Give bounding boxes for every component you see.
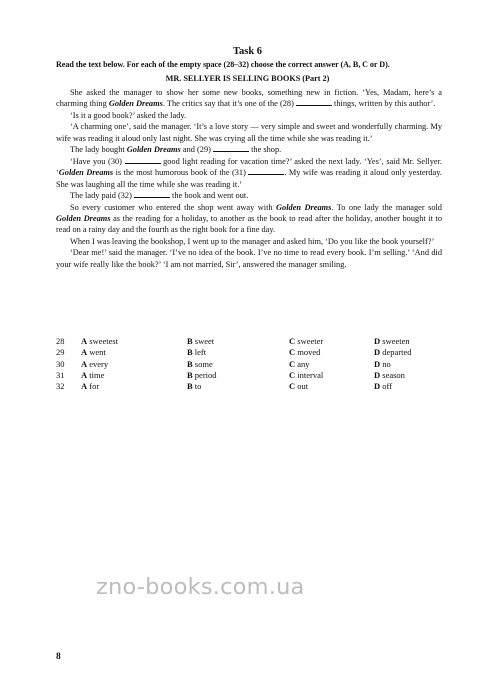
- page-number: 8: [56, 652, 61, 662]
- option-a: A time: [81, 369, 105, 380]
- question-number: 31: [56, 369, 65, 380]
- option-c: C any: [289, 358, 310, 369]
- paragraph-2: ‘Is it a good book?’ asked the lady.: [70, 110, 187, 120]
- paragraph-9: ‘Dear me!’ said the manager. ‘I’ve no idea of the book. I’ve no time to read every book. I’m selling.’ ‘And did your wife really like the book?’ ‘I am not married, Sir’, answered the manager smiling.: [56, 248, 442, 269]
- blank-31: [248, 167, 284, 175]
- option-row-32: [56, 381, 442, 392]
- paragraph-5: ‘Have you (30) good light reading for vacation time?’ asked the next lady. ‘Yes’, said Mr. Sellyer. ‘Golden Dreams is the most humorous book of the (31) . My wife was reading it aloud only yesterday. She was laughing all the time while she was reading it.’: [56, 156, 442, 189]
- option-d: D sweeten: [374, 336, 410, 346]
- option-d: D off: [374, 381, 393, 392]
- option-b: B period: [187, 369, 217, 380]
- option-c: C moved: [289, 347, 321, 358]
- paragraph-6: The lady paid (32) the book and went out.: [70, 191, 249, 201]
- question-number: 30: [56, 358, 65, 369]
- blank-30: [125, 156, 161, 164]
- option-a: A for: [81, 381, 100, 392]
- watermark: zno-books.com.ua: [96, 574, 305, 600]
- reading-text: [56, 87, 442, 270]
- option-b: B to: [187, 381, 202, 392]
- paragraph-7: So every customer who entered the shop went away with Golden Dreams. To one lady the manager sold Golden Dreams as the reading for a holiday, to another as the book to read after the holiday, another bought it to read on a rainy day and the fourth as the right book for a fine day.: [56, 202, 442, 235]
- option-a: A every: [81, 358, 109, 369]
- question-number: 29: [56, 347, 65, 358]
- option-row-30: [56, 359, 442, 370]
- blank-32: [134, 190, 170, 198]
- paragraph-4: The lady bought Golden Dreams and (29) the shop.: [70, 145, 282, 155]
- answer-options: [56, 336, 442, 392]
- question-number: 28: [56, 336, 65, 346]
- paragraph-8: When I was leaving the bookshop, I went up to the manager and asked him, ‘Do you like the book yourself?’: [70, 236, 435, 246]
- option-d: D no: [374, 358, 391, 369]
- option-b: B some: [187, 358, 213, 369]
- option-b: B sweet: [187, 336, 215, 346]
- text-subtitle: MR. SELLYER IS SELLING BOOKS (Part 2): [165, 74, 330, 83]
- option-d: D departed: [374, 347, 412, 358]
- option-a: A went: [81, 347, 106, 358]
- option-c: C out: [289, 381, 309, 392]
- option-c: C sweeter: [289, 336, 324, 346]
- paragraph-3: ‘A charming one’, said the manager. ‘It’s a love story — very simple and sweet and wonderfully charming. My wife was reading it aloud only last night. She was crying all the time while she was reading it.’: [56, 122, 442, 143]
- blank-28: [296, 98, 332, 106]
- task-instruction: Read the text below. For each of the empty space (28–32) choose the correct answer (A, B, C or D).: [56, 60, 390, 69]
- task-title: Task 6: [232, 46, 263, 57]
- question-number: 32: [56, 381, 65, 392]
- option-d: D season: [374, 369, 405, 380]
- option-row-28: [56, 336, 442, 347]
- paragraph-1: She asked the manager to show her some new books, something new in fiction. ‘Yes, Madam, here’s a charming thing Golden Dreams. The critics say that it’s one of the (28) things, written by this author’.: [56, 88, 442, 109]
- option-a: A sweetest: [81, 336, 119, 346]
- option-c: C interval: [289, 369, 324, 380]
- blank-29: [213, 144, 249, 152]
- option-row-29: [56, 347, 442, 358]
- option-row-31: [56, 370, 442, 381]
- option-b: B left: [187, 347, 207, 358]
